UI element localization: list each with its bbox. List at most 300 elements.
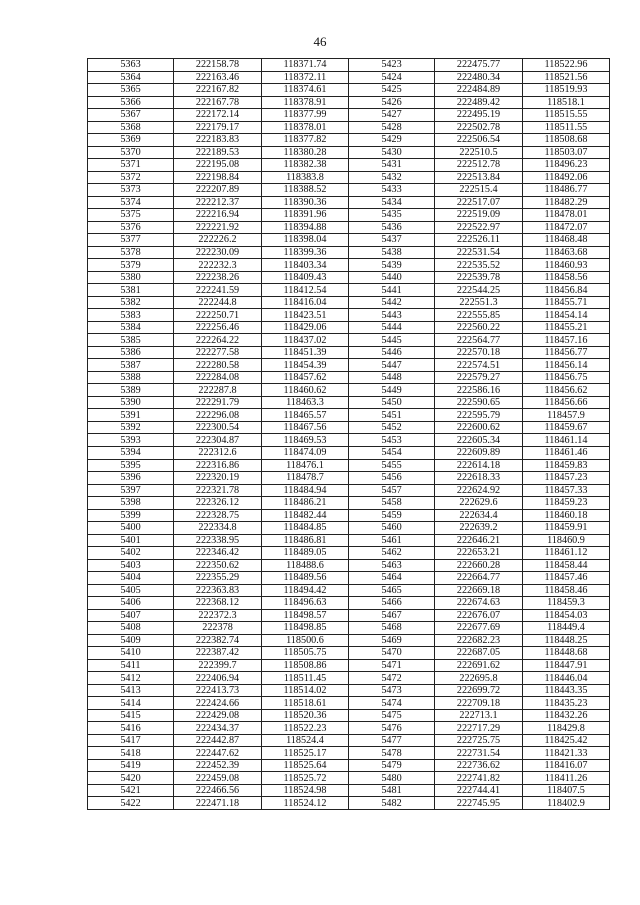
left-x-coordinate-cell: 222179.17 [174,121,262,134]
table-row [88,371,610,384]
left-x-coordinate-cell: 222291.79 [174,396,262,409]
left-y-coordinate-cell: 118498.57 [262,609,349,622]
left-point-number-cell: 5372 [88,171,174,184]
left-y-coordinate-cell: 118514.02 [262,684,349,697]
table-row [88,684,610,697]
left-y-coordinate-cell: 118486.21 [262,497,349,510]
table-row [88,672,610,685]
right-x-coordinate-cell: 222731.54 [435,747,523,760]
right-x-coordinate-cell: 222736.62 [435,759,523,772]
right-point-number-cell: 5461 [349,534,435,547]
left-y-coordinate-cell: 118522.23 [262,722,349,735]
right-x-coordinate-cell: 222624.92 [435,484,523,497]
right-y-coordinate-cell: 118461.46 [523,446,610,459]
right-y-coordinate-cell: 118459.3 [523,597,610,610]
left-y-coordinate-cell: 118374.61 [262,84,349,97]
left-x-coordinate-cell: 222256.46 [174,321,262,334]
right-x-coordinate-cell: 222600.62 [435,421,523,434]
left-y-coordinate-cell: 118496.63 [262,597,349,610]
right-y-coordinate-cell: 118460.9 [523,534,610,547]
right-x-coordinate-cell: 222519.09 [435,209,523,222]
left-y-coordinate-cell: 118474.09 [262,446,349,459]
right-x-coordinate-cell: 222564.77 [435,334,523,347]
right-point-number-cell: 5423 [349,59,435,72]
right-y-coordinate-cell: 118511.55 [523,121,610,134]
right-x-coordinate-cell: 222676.07 [435,609,523,622]
right-y-coordinate-cell: 118460.18 [523,509,610,522]
table-row [88,271,610,284]
right-point-number-cell: 5465 [349,584,435,597]
right-y-coordinate-cell: 118460.93 [523,259,610,272]
left-x-coordinate-cell: 222442.87 [174,734,262,747]
left-y-coordinate-cell: 118383.8 [262,171,349,184]
right-y-coordinate-cell: 118456.14 [523,359,610,372]
left-y-coordinate-cell: 118524.4 [262,734,349,747]
left-x-coordinate-cell: 222350.62 [174,559,262,572]
right-point-number-cell: 5471 [349,659,435,672]
right-point-number-cell: 5452 [349,421,435,434]
table-row [88,609,610,622]
left-point-number-cell: 5369 [88,134,174,147]
left-point-number-cell: 5417 [88,734,174,747]
table-row [88,797,610,810]
left-y-coordinate-cell: 118508.86 [262,659,349,672]
table-row [88,572,610,585]
left-point-number-cell: 5409 [88,634,174,647]
right-point-number-cell: 5462 [349,547,435,560]
right-y-coordinate-cell: 118521.56 [523,71,610,84]
left-point-number-cell: 5363 [88,59,174,72]
left-y-coordinate-cell: 118518.61 [262,697,349,710]
right-x-coordinate-cell: 222489.42 [435,96,523,109]
right-y-coordinate-cell: 118457.46 [523,572,610,585]
right-point-number-cell: 5474 [349,697,435,710]
right-point-number-cell: 5478 [349,747,435,760]
table-row [88,196,610,209]
right-point-number-cell: 5447 [349,359,435,372]
page-number: 46 [313,34,327,49]
left-y-coordinate-cell: 118486.81 [262,534,349,547]
right-y-coordinate-cell: 118457.16 [523,334,610,347]
right-x-coordinate-cell: 222551.3 [435,296,523,309]
left-y-coordinate-cell: 118372.11 [262,71,349,84]
table-row [88,709,610,722]
left-y-coordinate-cell: 118524.98 [262,784,349,797]
right-x-coordinate-cell: 222664.77 [435,572,523,585]
left-y-coordinate-cell: 118525.17 [262,747,349,760]
left-point-number-cell: 5412 [88,672,174,685]
left-y-coordinate-cell: 118511.45 [262,672,349,685]
table-row [88,146,610,159]
left-point-number-cell: 5393 [88,434,174,447]
right-point-number-cell: 5449 [349,384,435,397]
table-row [88,84,610,97]
right-point-number-cell: 5439 [349,259,435,272]
right-point-number-cell: 5450 [349,396,435,409]
table-row [88,697,610,710]
right-y-coordinate-cell: 118457.9 [523,409,610,422]
table-row [88,234,610,247]
left-point-number-cell: 5395 [88,459,174,472]
right-point-number-cell: 5432 [349,171,435,184]
left-x-coordinate-cell: 222326.12 [174,497,262,510]
right-point-number-cell: 5454 [349,446,435,459]
right-point-number-cell: 5440 [349,271,435,284]
table-row [88,109,610,122]
left-y-coordinate-cell: 118416.04 [262,296,349,309]
right-point-number-cell: 5473 [349,684,435,697]
left-point-number-cell: 5415 [88,709,174,722]
left-point-number-cell: 5400 [88,522,174,535]
table-row [88,171,610,184]
right-y-coordinate-cell: 118456.84 [523,284,610,297]
right-x-coordinate-cell: 222660.28 [435,559,523,572]
left-y-coordinate-cell: 118429.06 [262,321,349,334]
right-y-coordinate-cell: 118486.77 [523,184,610,197]
right-x-coordinate-cell: 222713.1 [435,709,523,722]
right-x-coordinate-cell: 222687.05 [435,647,523,660]
left-y-coordinate-cell: 118382.38 [262,159,349,172]
table-row [88,534,610,547]
left-point-number-cell: 5421 [88,784,174,797]
left-x-coordinate-cell: 222338.95 [174,534,262,547]
left-y-coordinate-cell: 118391.96 [262,209,349,222]
left-y-coordinate-cell: 118377.82 [262,134,349,147]
left-x-coordinate-cell: 222399.7 [174,659,262,672]
table-row [88,221,610,234]
left-y-coordinate-cell: 118478.7 [262,472,349,485]
right-y-coordinate-cell: 118457.33 [523,484,610,497]
right-x-coordinate-cell: 222717.29 [435,722,523,735]
left-y-coordinate-cell: 118489.56 [262,572,349,585]
left-x-coordinate-cell: 222195.08 [174,159,262,172]
right-y-coordinate-cell: 118456.77 [523,346,610,359]
right-point-number-cell: 5427 [349,109,435,122]
table-row [88,547,610,560]
right-y-coordinate-cell: 118435.23 [523,697,610,710]
left-y-coordinate-cell: 118525.72 [262,772,349,785]
table-row [88,459,610,472]
right-point-number-cell: 5431 [349,159,435,172]
right-x-coordinate-cell: 222544.25 [435,284,523,297]
table-row [88,321,610,334]
table-row [88,622,610,635]
left-point-number-cell: 5401 [88,534,174,547]
table-row [88,334,610,347]
right-x-coordinate-cell: 222646.21 [435,534,523,547]
left-y-coordinate-cell: 118489.05 [262,547,349,560]
left-x-coordinate-cell: 222207.89 [174,184,262,197]
left-y-coordinate-cell: 118467.56 [262,421,349,434]
left-y-coordinate-cell: 118409.43 [262,271,349,284]
left-x-coordinate-cell: 222378 [174,622,262,635]
right-point-number-cell: 5451 [349,409,435,422]
table-row [88,497,610,510]
left-x-coordinate-cell: 222447.62 [174,747,262,760]
right-x-coordinate-cell: 222653.21 [435,547,523,560]
right-point-number-cell: 5477 [349,734,435,747]
right-y-coordinate-cell: 118456.62 [523,384,610,397]
right-point-number-cell: 5429 [349,134,435,147]
right-point-number-cell: 5463 [349,559,435,572]
right-point-number-cell: 5446 [349,346,435,359]
right-x-coordinate-cell: 222725.75 [435,734,523,747]
table-row [88,747,610,760]
right-y-coordinate-cell: 118522.96 [523,59,610,72]
left-x-coordinate-cell: 222244.8 [174,296,262,309]
left-y-coordinate-cell: 118484.85 [262,522,349,535]
table-row [88,659,610,672]
right-y-coordinate-cell: 118456.75 [523,371,610,384]
right-y-coordinate-cell: 118459.67 [523,421,610,434]
right-y-coordinate-cell: 118492.06 [523,171,610,184]
table-row [88,522,610,535]
right-x-coordinate-cell: 222560.22 [435,321,523,334]
left-y-coordinate-cell: 118403.34 [262,259,349,272]
left-y-coordinate-cell: 118412.54 [262,284,349,297]
left-point-number-cell: 5420 [88,772,174,785]
left-x-coordinate-cell: 222321.78 [174,484,262,497]
right-point-number-cell: 5466 [349,597,435,610]
left-y-coordinate-cell: 118457.62 [262,371,349,384]
left-y-coordinate-cell: 118520.36 [262,709,349,722]
left-y-coordinate-cell: 118476.1 [262,459,349,472]
table-row [88,359,610,372]
table-row [88,559,610,572]
right-point-number-cell: 5443 [349,309,435,322]
left-y-coordinate-cell: 118394.88 [262,221,349,234]
right-y-coordinate-cell: 118518.1 [523,96,610,109]
right-point-number-cell: 5470 [349,647,435,660]
coordinates-table-body [88,59,610,810]
left-point-number-cell: 5383 [88,309,174,322]
right-x-coordinate-cell: 222618.33 [435,472,523,485]
right-point-number-cell: 5444 [349,321,435,334]
left-x-coordinate-cell: 222250.71 [174,309,262,322]
right-x-coordinate-cell: 222502.78 [435,121,523,134]
right-point-number-cell: 5475 [349,709,435,722]
table-row [88,384,610,397]
left-x-coordinate-cell: 222316.86 [174,459,262,472]
left-x-coordinate-cell: 222212.37 [174,196,262,209]
left-point-number-cell: 5410 [88,647,174,660]
right-x-coordinate-cell: 222741.82 [435,772,523,785]
right-y-coordinate-cell: 118458.56 [523,271,610,284]
right-y-coordinate-cell: 118459.23 [523,497,610,510]
left-point-number-cell: 5405 [88,584,174,597]
table-row [88,121,610,134]
table-row [88,446,610,459]
right-x-coordinate-cell: 222669.18 [435,584,523,597]
left-y-coordinate-cell: 118377.99 [262,109,349,122]
right-y-coordinate-cell: 118454.03 [523,609,610,622]
right-y-coordinate-cell: 118459.91 [523,522,610,535]
right-x-coordinate-cell: 222634.4 [435,509,523,522]
right-x-coordinate-cell: 222510.5 [435,146,523,159]
left-x-coordinate-cell: 222221.92 [174,221,262,234]
table-row [88,309,610,322]
left-x-coordinate-cell: 222387.42 [174,647,262,660]
left-point-number-cell: 5365 [88,84,174,97]
right-x-coordinate-cell: 222475.77 [435,59,523,72]
left-x-coordinate-cell: 222328.75 [174,509,262,522]
left-x-coordinate-cell: 222363.83 [174,584,262,597]
table-row [88,59,610,72]
right-y-coordinate-cell: 118496.23 [523,159,610,172]
left-x-coordinate-cell: 222167.78 [174,96,262,109]
left-x-coordinate-cell: 222158.78 [174,59,262,72]
left-x-coordinate-cell: 222434.37 [174,722,262,735]
left-x-coordinate-cell: 222264.22 [174,334,262,347]
right-x-coordinate-cell: 222512.78 [435,159,523,172]
left-point-number-cell: 5391 [88,409,174,422]
left-point-number-cell: 5370 [88,146,174,159]
left-point-number-cell: 5376 [88,221,174,234]
right-x-coordinate-cell: 222709.18 [435,697,523,710]
table-row [88,722,610,735]
right-y-coordinate-cell: 118463.68 [523,246,610,259]
table-row [88,209,610,222]
right-point-number-cell: 5425 [349,84,435,97]
left-point-number-cell: 5386 [88,346,174,359]
left-point-number-cell: 5398 [88,497,174,510]
right-y-coordinate-cell: 118503.07 [523,146,610,159]
right-x-coordinate-cell: 222639.2 [435,522,523,535]
table-row [88,784,610,797]
right-y-coordinate-cell: 118515.55 [523,109,610,122]
left-y-coordinate-cell: 118451.39 [262,346,349,359]
right-point-number-cell: 5435 [349,209,435,222]
left-y-coordinate-cell: 118378.01 [262,121,349,134]
right-point-number-cell: 5426 [349,96,435,109]
left-point-number-cell: 5390 [88,396,174,409]
right-x-coordinate-cell: 222513.84 [435,171,523,184]
table-row [88,472,610,485]
left-x-coordinate-cell: 222368.12 [174,597,262,610]
table-row [88,96,610,109]
left-x-coordinate-cell: 222429.08 [174,709,262,722]
right-point-number-cell: 5433 [349,184,435,197]
right-y-coordinate-cell: 118519.93 [523,84,610,97]
left-point-number-cell: 5375 [88,209,174,222]
right-point-number-cell: 5442 [349,296,435,309]
right-point-number-cell: 5457 [349,484,435,497]
left-point-number-cell: 5367 [88,109,174,122]
table-row [88,246,610,259]
left-x-coordinate-cell: 222459.08 [174,772,262,785]
left-point-number-cell: 5414 [88,697,174,710]
left-x-coordinate-cell: 222312.6 [174,446,262,459]
right-point-number-cell: 5453 [349,434,435,447]
left-point-number-cell: 5418 [88,747,174,760]
left-point-number-cell: 5407 [88,609,174,622]
right-x-coordinate-cell: 222579.27 [435,371,523,384]
right-y-coordinate-cell: 118461.12 [523,547,610,560]
right-y-coordinate-cell: 118432.26 [523,709,610,722]
right-point-number-cell: 5455 [349,459,435,472]
right-x-coordinate-cell: 222695.8 [435,672,523,685]
right-point-number-cell: 5481 [349,784,435,797]
right-point-number-cell: 5437 [349,234,435,247]
left-point-number-cell: 5422 [88,797,174,810]
right-x-coordinate-cell: 222484.89 [435,84,523,97]
right-y-coordinate-cell: 118458.46 [523,584,610,597]
left-point-number-cell: 5399 [88,509,174,522]
left-x-coordinate-cell: 222304.87 [174,434,262,447]
left-x-coordinate-cell: 222372.3 [174,609,262,622]
left-point-number-cell: 5380 [88,271,174,284]
left-x-coordinate-cell: 222287.8 [174,384,262,397]
left-x-coordinate-cell: 222346.42 [174,547,262,560]
right-x-coordinate-cell: 222515.4 [435,184,523,197]
left-x-coordinate-cell: 222163.46 [174,71,262,84]
left-x-coordinate-cell: 222466.56 [174,784,262,797]
left-point-number-cell: 5379 [88,259,174,272]
left-point-number-cell: 5382 [88,296,174,309]
left-point-number-cell: 5406 [88,597,174,610]
left-point-number-cell: 5385 [88,334,174,347]
left-point-number-cell: 5384 [88,321,174,334]
table-row [88,647,610,660]
right-x-coordinate-cell: 222531.54 [435,246,523,259]
left-point-number-cell: 5404 [88,572,174,585]
left-x-coordinate-cell: 222238.26 [174,271,262,284]
right-y-coordinate-cell: 118455.71 [523,296,610,309]
table-row [88,396,610,409]
right-x-coordinate-cell: 222745.95 [435,797,523,810]
left-point-number-cell: 5402 [88,547,174,560]
left-x-coordinate-cell: 222277.58 [174,346,262,359]
right-point-number-cell: 5445 [349,334,435,347]
right-x-coordinate-cell: 222574.51 [435,359,523,372]
right-x-coordinate-cell: 222590.65 [435,396,523,409]
left-x-coordinate-cell: 222296.08 [174,409,262,422]
right-y-coordinate-cell: 118448.25 [523,634,610,647]
table-row [88,434,610,447]
right-point-number-cell: 5448 [349,371,435,384]
left-y-coordinate-cell: 118498.85 [262,622,349,635]
left-point-number-cell: 5394 [88,446,174,459]
right-point-number-cell: 5458 [349,497,435,510]
table-row [88,484,610,497]
table-row [88,634,610,647]
left-x-coordinate-cell: 222226.2 [174,234,262,247]
right-y-coordinate-cell: 118443.35 [523,684,610,697]
right-point-number-cell: 5460 [349,522,435,535]
table-row [88,346,610,359]
right-point-number-cell: 5482 [349,797,435,810]
right-point-number-cell: 5472 [349,672,435,685]
right-point-number-cell: 5479 [349,759,435,772]
right-x-coordinate-cell: 222555.85 [435,309,523,322]
left-point-number-cell: 5381 [88,284,174,297]
right-x-coordinate-cell: 222614.18 [435,459,523,472]
right-y-coordinate-cell: 118454.14 [523,309,610,322]
left-y-coordinate-cell: 118378.91 [262,96,349,109]
right-x-coordinate-cell: 222629.6 [435,497,523,510]
right-x-coordinate-cell: 222586.16 [435,384,523,397]
left-y-coordinate-cell: 118371.74 [262,59,349,72]
right-y-coordinate-cell: 118468.48 [523,234,610,247]
table-row [88,71,610,84]
right-x-coordinate-cell: 222595.79 [435,409,523,422]
left-point-number-cell: 5389 [88,384,174,397]
left-x-coordinate-cell: 222167.82 [174,84,262,97]
right-y-coordinate-cell: 118425.42 [523,734,610,747]
right-y-coordinate-cell: 118448.68 [523,647,610,660]
left-y-coordinate-cell: 118494.42 [262,584,349,597]
right-y-coordinate-cell: 118446.04 [523,672,610,685]
